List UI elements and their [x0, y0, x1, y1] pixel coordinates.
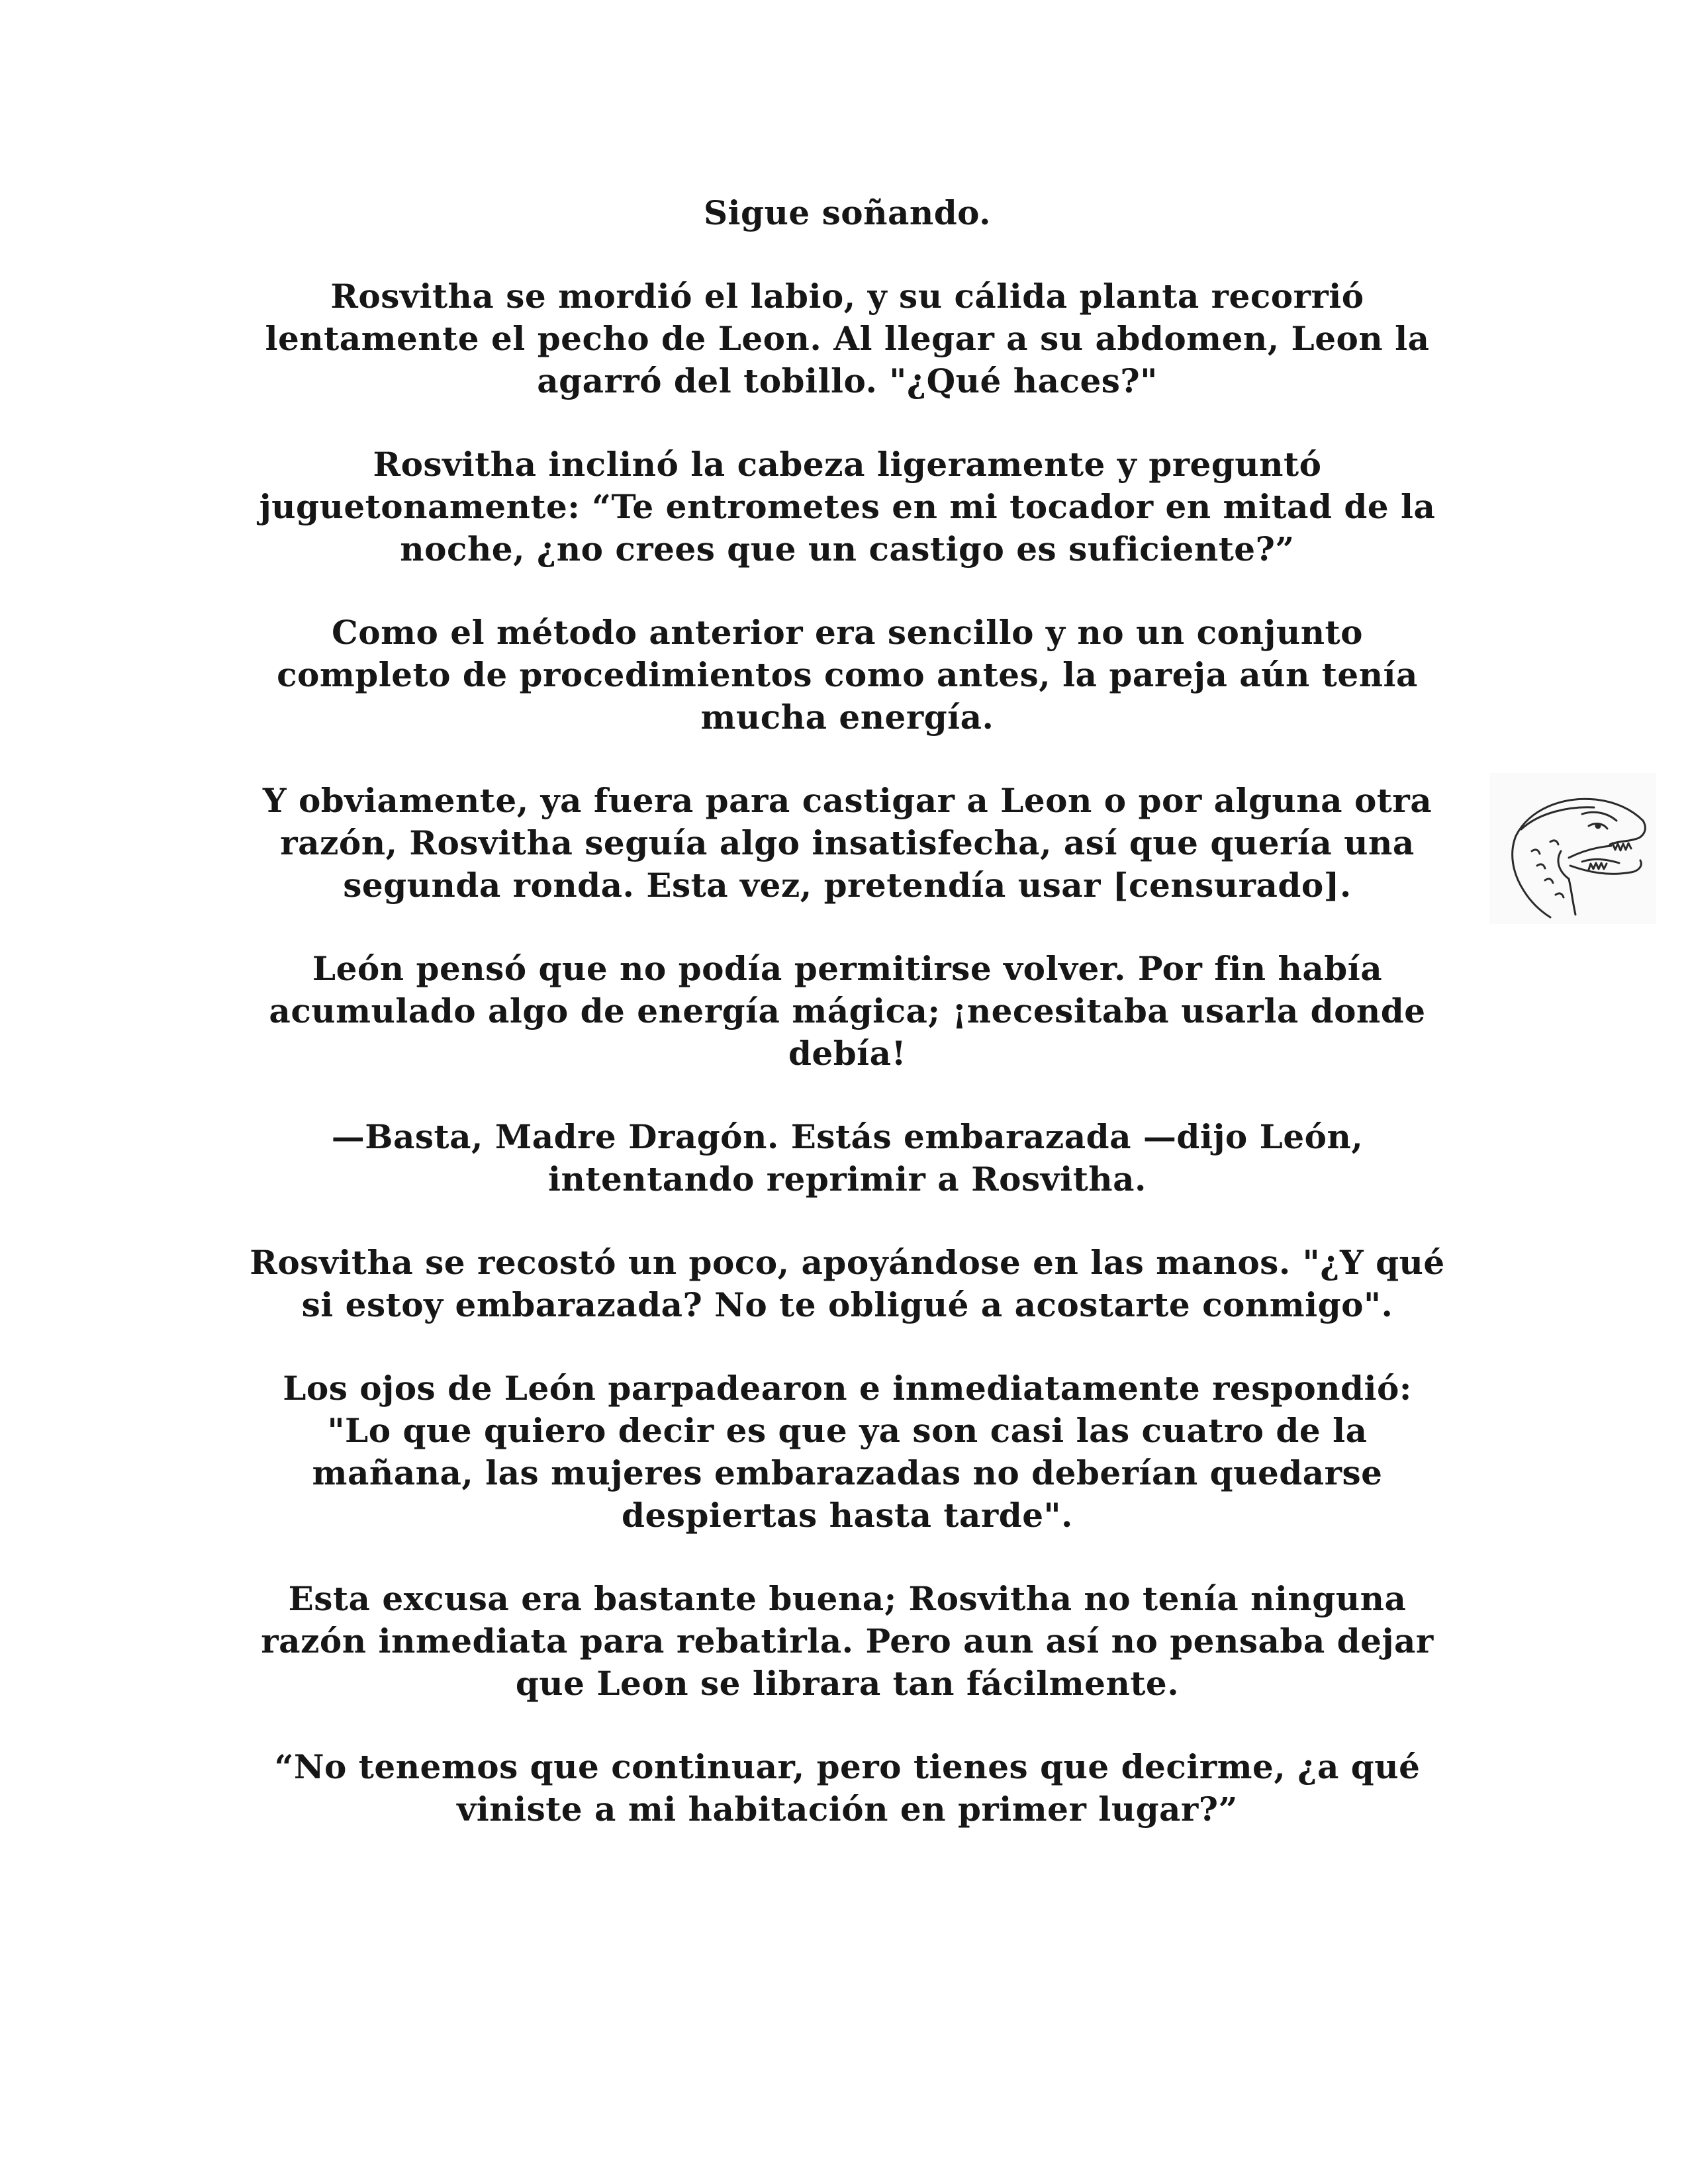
paragraph-11	[218, 1746, 1476, 1831]
text-line: León pensó que no podía permitirse volver. Por fin había	[312, 949, 1383, 988]
text-line: Los ojos de León parpadearon e inmediatamente respondió:	[283, 1369, 1412, 1408]
paragraph-8	[218, 1242, 1476, 1326]
text-line: razón inmediata para rebatirla. Pero aun así no pensaba dejar	[261, 1621, 1434, 1661]
text-line: debía!	[788, 1034, 907, 1073]
text-line: Rosvitha se recostó un poco, apoyándose en las manos. "¿Y qué	[250, 1243, 1445, 1282]
paragraph-4	[218, 612, 1476, 739]
text-line: “No tenemos que continuar, pero tienes que decirme, ¿a qué	[274, 1747, 1421, 1786]
text-line: segunda ronda. Esta vez, pretendía usar [censurado].	[343, 866, 1352, 905]
paragraph-7	[218, 1116, 1476, 1201]
text-line: mucha energía.	[700, 698, 994, 737]
paragraph-10	[218, 1578, 1476, 1705]
text-line: razón, Rosvitha seguía algo insatisfecha, así que quería una	[280, 823, 1415, 862]
story-text	[218, 192, 1476, 1872]
text-line: intentando reprimir a Rosvitha.	[548, 1160, 1147, 1199]
text-line: noche, ¿no crees que un castigo es suficiente?”	[400, 529, 1295, 569]
paragraph-1	[218, 192, 1476, 234]
text-line: juguetonamente: “Te entrometes en mi tocador en mitad de la	[259, 487, 1436, 526]
text-line: agarró del tobillo. "¿Qué haces?"	[537, 361, 1158, 400]
text-line: lentamente el pecho de Leon. Al llegar a su abdomen, Leon la	[265, 319, 1430, 358]
paragraph-9	[218, 1367, 1476, 1537]
text-line: mañana, las mujeres embarazadas no deberían quedarse	[312, 1453, 1383, 1492]
text-line: Como el método anterior era sencillo y no un conjunto	[331, 613, 1364, 652]
paragraph-3	[218, 443, 1476, 570]
text-line: —Basta, Madre Dragón. Estás embarazada —dijo León,	[331, 1117, 1364, 1156]
text-line: si estoy embarazada? No te obligué a acostarte conmigo".	[301, 1285, 1393, 1324]
text-line: completo de procedimientos como antes, la pareja aún tenía	[277, 655, 1418, 694]
text-line: Rosvitha se mordió el labio, y su cálida planta recorrió	[330, 277, 1364, 316]
text-line: Esta excusa era bastante buena; Rosvitha no tenía ninguna	[288, 1579, 1407, 1618]
text-line: Rosvitha inclinó la cabeza ligeramente y preguntó	[373, 445, 1322, 484]
text-line: "Lo que quiero decir es que ya son casi las cuatro de la	[327, 1411, 1368, 1450]
paragraph-5	[218, 780, 1476, 907]
dragon-head-sketch-icon	[1489, 773, 1656, 924]
text-line: viniste a mi habitación en primer lugar?”	[457, 1790, 1238, 1829]
text-line: Y obviamente, ya fuera para castigar a Leon o por alguna otra	[262, 781, 1432, 820]
paragraph-2	[218, 275, 1476, 402]
text-line: acumulado algo de energía mágica; ¡necesitaba usarla donde	[269, 991, 1426, 1030]
text-line: que Leon se librara tan fácilmente.	[515, 1664, 1180, 1703]
text-line: Sigue soñando.	[703, 193, 992, 232]
paragraph-6	[218, 948, 1476, 1075]
text-line: despiertas hasta tarde".	[622, 1496, 1073, 1535]
